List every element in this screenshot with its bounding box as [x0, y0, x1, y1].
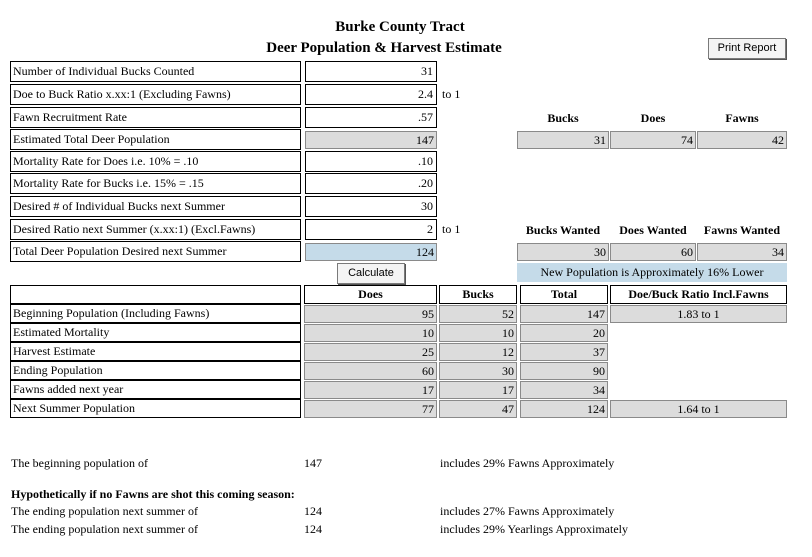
table-row-label: Estimated Mortality: [10, 323, 301, 342]
table-row-label: Next Summer Population: [10, 399, 301, 418]
table-cell-bucks: 52: [439, 305, 517, 323]
table-cell-total: 124: [520, 400, 608, 418]
population-change-note: New Population is Approximately 16% Lower: [517, 263, 787, 282]
input-field[interactable]: 31: [305, 61, 437, 82]
wanted-header: Bucks Wanted: [525, 223, 601, 237]
table-cell-bucks: 47: [439, 400, 517, 418]
table-column-header: Does: [304, 285, 437, 304]
input-field[interactable]: .10: [305, 151, 437, 172]
wanted-value: 34: [697, 243, 787, 261]
computed-value: 124: [305, 243, 437, 261]
current-header: Fawns: [725, 111, 759, 125]
table-row-label: Fawns added next year: [10, 380, 301, 399]
table-row-label: Ending Population: [10, 361, 301, 380]
table-cell-total: 147: [520, 305, 608, 323]
summary-begin-label: The beginning population of: [11, 456, 148, 470]
input-field[interactable]: .20: [305, 173, 437, 194]
current-value: 31: [517, 131, 609, 149]
page-subtitle: Deer Population & Harvest Estimate: [266, 40, 502, 56]
table-header-blank: [10, 285, 301, 304]
ratio-suffix: to 1: [442, 222, 461, 236]
table-cell-total: 90: [520, 362, 608, 380]
summary-end1-label: The ending population next summer of: [11, 504, 198, 518]
hypothetical-title: Hypothetically if no Fawns are shot this coming season:: [11, 487, 295, 501]
wanted-header: Does Wanted: [619, 223, 687, 237]
wanted-value: 30: [517, 243, 609, 261]
ratio-suffix: to 1: [442, 87, 461, 101]
table-cell-does: 25: [304, 343, 437, 361]
wanted-header: Fawns Wanted: [703, 223, 781, 237]
current-header: Does: [640, 111, 666, 125]
current-value: 74: [610, 131, 696, 149]
input-field[interactable]: 2.4: [305, 84, 437, 105]
calculate-button[interactable]: Calculate: [337, 263, 405, 284]
input-field[interactable]: 2: [305, 219, 437, 240]
table-cell-does: 95: [304, 305, 437, 323]
summary-begin-note: includes 29% Fawns Approximately: [440, 456, 615, 470]
print-report-button[interactable]: Print Report: [708, 38, 786, 59]
input-label: Mortality Rate for Does i.e. 10% = .10: [10, 151, 301, 172]
input-label: Number of Individual Bucks Counted: [10, 61, 301, 82]
wanted-value: 60: [610, 243, 696, 261]
table-cell-total: 20: [520, 324, 608, 342]
page-title: Burke County Tract: [335, 19, 465, 35]
table-cell-does: 10: [304, 324, 437, 342]
table-cell-does: 17: [304, 381, 437, 399]
computed-value: 147: [305, 131, 437, 149]
summary-end2-note: includes 29% Yearlings Approximately: [440, 522, 628, 536]
table-column-header: Doe/Buck Ratio Incl.Fawns: [610, 285, 787, 304]
table-cell-bucks: 10: [439, 324, 517, 342]
table-cell-bucks: 30: [439, 362, 517, 380]
input-label: Desired # of Individual Bucks next Summer: [10, 196, 301, 217]
summary-end2-label: The ending population next summer of: [11, 522, 198, 536]
current-value: 42: [697, 131, 787, 149]
summary-end1-value: 124: [304, 504, 322, 518]
current-header: Bucks: [547, 111, 579, 125]
summary-end2-value: 124: [304, 522, 322, 536]
table-row-label: Beginning Population (Including Fawns): [10, 304, 301, 323]
table-cell-does: 77: [304, 400, 437, 418]
input-label: Doe to Buck Ratio x.xx:1 (Excluding Fawns): [10, 84, 301, 105]
input-label: Total Deer Population Desired next Summer: [10, 241, 301, 262]
summary-end1-note: includes 27% Fawns Approximately: [440, 504, 615, 518]
table-cell-ratio: 1.83 to 1: [610, 305, 787, 323]
input-label: Fawn Recruitment Rate: [10, 107, 301, 128]
table-column-header: Bucks: [439, 285, 517, 304]
input-label: Estimated Total Deer Population: [10, 129, 301, 150]
summary-begin-value: 147: [304, 456, 322, 470]
table-cell-total: 37: [520, 343, 608, 361]
table-cell-bucks: 12: [439, 343, 517, 361]
table-cell-total: 34: [520, 381, 608, 399]
table-row-label: Harvest Estimate: [10, 342, 301, 361]
table-cell-ratio: 1.64 to 1: [610, 400, 787, 418]
input-label: Desired Ratio next Summer (x.xx:1) (Excl.Fawns): [10, 219, 301, 240]
table-column-header: Total: [520, 285, 608, 304]
input-field[interactable]: .57: [305, 107, 437, 128]
input-field[interactable]: 30: [305, 196, 437, 217]
table-cell-does: 60: [304, 362, 437, 380]
input-label: Mortality Rate for Bucks i.e. 15% = .15: [10, 173, 301, 194]
table-cell-bucks: 17: [439, 381, 517, 399]
